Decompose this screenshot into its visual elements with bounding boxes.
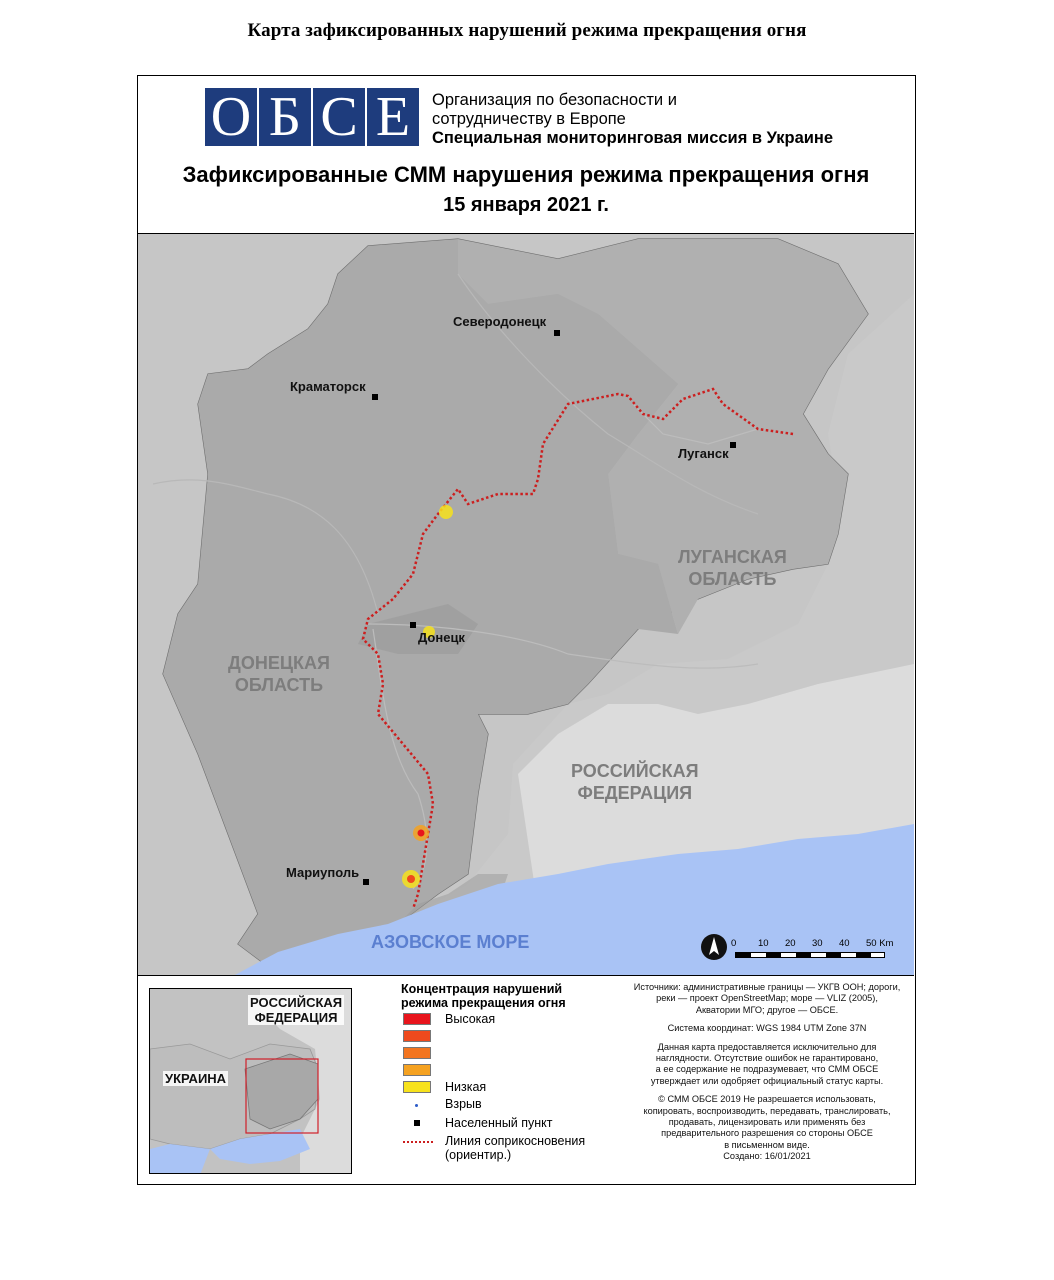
city-marker (372, 394, 378, 400)
mission-name: Специальная мониторинговая миссия в Украине (432, 129, 834, 147)
legend-label-contact-line: Линия соприкосновения (ориентир.) (445, 1134, 586, 1162)
org-name-line-1: Организация по безопасности и (432, 91, 677, 109)
inset-map (149, 988, 352, 1174)
scale-bar (735, 952, 885, 958)
legend-area (138, 976, 914, 1183)
violation-hotspot (439, 505, 453, 519)
city-marker (730, 442, 736, 448)
explosion-icon (415, 1104, 418, 1107)
city-marker (410, 622, 416, 628)
legend-label-high: Высокая (445, 1012, 496, 1026)
scale-tick: 40 (839, 938, 850, 949)
osce-logo (205, 88, 419, 146)
logo-letter: О (205, 88, 257, 146)
inset-label-russia: РОССИЙСКАЯ ФЕДЕРАЦИЯ (250, 995, 343, 1025)
region-label-donetsk: ДОНЕЦКАЯ ОБЛАСТЬ (228, 653, 330, 695)
legend-swatch (403, 1064, 431, 1076)
legend-label-explosion: Взрыв (445, 1097, 482, 1111)
logo-letter: Б (259, 88, 311, 146)
scale-tick: 20 (785, 938, 796, 949)
credits-copyright: © СММ ОБСЕ 2019 Не разрешается использовать, копировать, воспроизводить, передавать, транслировать, продавать, лицензировать или применять без предварительного разрешения со стороны ОБСЕ в письменном виде. Создано: 16/01/2021 (643, 1094, 891, 1162)
map-title: Зафиксированные СММ нарушения режима прекращения огня (182, 162, 870, 187)
city-marker (554, 330, 560, 336)
legend-swatch (403, 1047, 431, 1059)
violation-hotspot (407, 875, 415, 883)
map-frame (137, 75, 916, 1185)
city-marker (363, 879, 369, 885)
credits-disclaimer: Данная карта предоставляется исключительно для наглядности. Отсутствие ошибок не гарантировано, а ее содержание не подразумевает, что СММ ОБСЕ утверждает или одобряет официальный статус карты. (650, 1041, 884, 1086)
legend-swatch (403, 1030, 431, 1042)
page-title: Карта зафиксированных нарушений режима прекращения огня (247, 20, 807, 41)
region-label-luhansk: ЛУГАНСКАЯ ОБЛАСТЬ (678, 547, 787, 589)
violation-hotspot (418, 830, 425, 837)
sea-label: АЗОВСКОЕ МОРЕ (371, 932, 530, 952)
scale-tick: 0 (731, 938, 737, 949)
credits-created: Создано: 16/01/2021 (723, 1151, 811, 1162)
map-header (138, 76, 914, 234)
region-label-russia: РОССИЙСКАЯ ФЕДЕРАЦИЯ (571, 761, 699, 803)
scale-tick: 50 Km (866, 938, 894, 949)
legend-swatch-high (403, 1013, 431, 1025)
legend-label-settlement: Населенный пункт (445, 1116, 553, 1130)
city-label: Луганск (678, 446, 729, 461)
credits-crs: Система координат: WGS 1984 UTM Zone 37N (667, 1023, 867, 1034)
legend-label-low: Низкая (445, 1080, 487, 1094)
main-map[interactable] (138, 234, 914, 976)
city-label: Донецк (418, 630, 465, 645)
city-label: Краматорск (290, 379, 366, 394)
map-canvas (138, 234, 914, 976)
scale-tick: 30 (812, 938, 823, 949)
city-label: Мариуполь (286, 865, 360, 880)
scale-tick: 10 (758, 938, 769, 949)
map-date: 15 января 2021 г. (443, 194, 609, 216)
map-credits (622, 982, 912, 1170)
contact-line-icon (403, 1141, 433, 1143)
legend-swatch-low (403, 1081, 431, 1093)
logo-letter: Е (367, 88, 419, 146)
legend-title: Концентрация нарушений режима прекращения огня (401, 982, 566, 1010)
credits-sources: Источники: административные границы — УКГВ ООН; дороги, реки — проект OpenStreetMap; море — VLIZ (2005), Акватории МГО; другое — ОБСЕ. (633, 982, 901, 1015)
north-arrow-icon (701, 934, 727, 960)
org-name-line-2: сотрудничеству в Европе (432, 110, 626, 128)
settlement-icon (414, 1120, 420, 1126)
logo-letter: С (313, 88, 365, 146)
inset-label-ukraine: УКРАИНА (165, 1071, 227, 1086)
city-label: Северодонецк (453, 314, 547, 329)
